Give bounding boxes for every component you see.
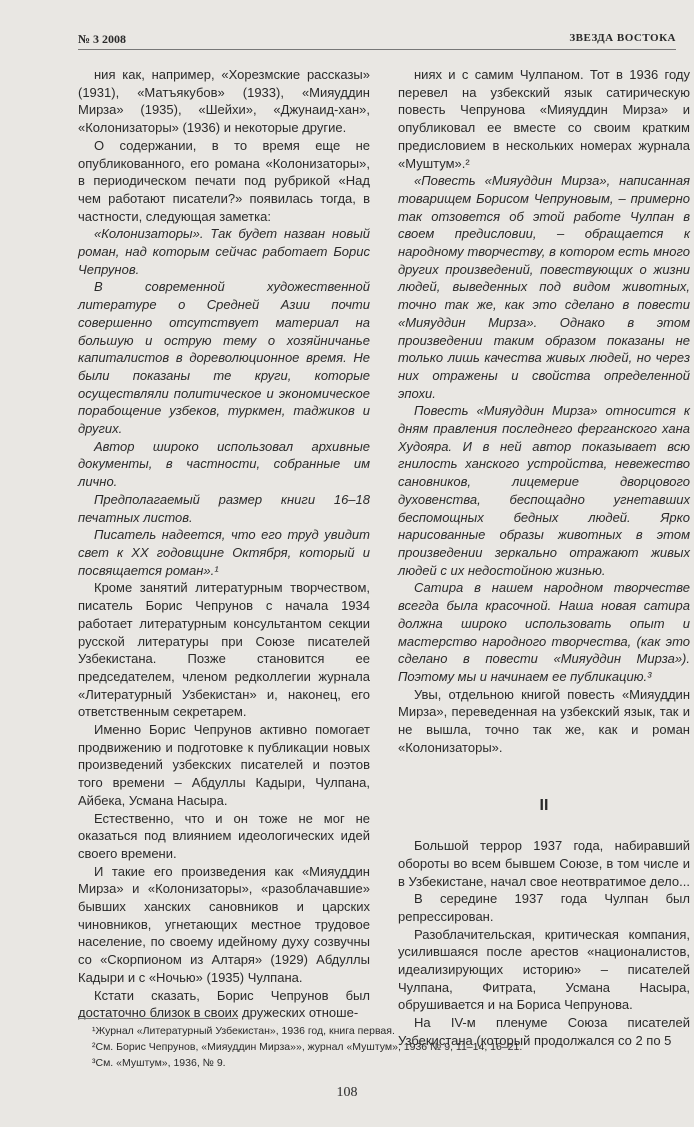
paragraph: О содержании, в то время еще не опубликованного, его романа «Колонизаторы», в периодическом печати под рубрикой «Над чем работают писатели?» появилась тогда, в частности, следующая заметка: [78,137,370,224]
paragraph: Писатель надеется, что его труд увидит свет к XX годовщине Октября, который и посвящается роман».¹ [78,527,370,578]
footnote: ³См. «Муштум», 1936, № 9. [92,1057,226,1069]
paragraph: В современной художественной литературе о Средней Азии почти совершенно отсутствует материал на большую и острую тему о хозяйничанье капиталистов в дореволюционное время. Не были показаны те круги, которые осуществляли политическое и экономическое порабощение узбеков, туркмен, таджиков и других. [78,279,370,437]
paragraph: «Колонизаторы». Так будет назван новый роман, над которым сейчас работает Борис Чепрунов. [78,226,370,277]
paragraph: Именно Борис Чепрунов активно помогает продвижению и подготовке к публикации новых произведений узбекских писателей и поэтов того времени – Абдуллы Кадыри, Чулпана, Айбека, Усмана Насыра. [78,722,370,808]
right-column [398,66,690,1050]
paragraph: Естественно, что и он тоже не мог не оказаться под влиянием идеологических идей своего времени. [78,810,370,861]
paragraph: ния как, например, «Хорезмские рассказы» (1931), «Матъякубов» (1933), «Мияуддин Мирза» (1935), «Шейхи», «Джунаид-хан», «Колонизаторы» (1936) и некоторые другие. [78,67,370,136]
section-number: II [539,797,549,815]
paragraph: Разоблачительская, критическая компания, усилившаяся после арестов «националистов, идеализирующих историю» – писателей Чулпана, Фитрата, Усмана Насыра, обрушивается и на Бориса Чепрунова. [398,926,690,1013]
right-column-top [398,66,690,756]
paragraph: На IV-м пленуме Союза писателей Узбекистана (который продолжался со 2 по 5 [398,1015,690,1048]
paragraph: Кстати сказать, Борис Чепрунов был достаточно близок в своих дружеских отноше- [78,987,370,1021]
paragraph: Повесть «Мияуддин Мирза» относится к дням правления последнего ферганского хана Худояра. И в ней автор показывает всю гнилость ханского устройства, невежество сановников, лицемерие дворцового духовенства, беспощадно угнетавших беспомощных бедных людей. Ярко нарисованные образы животных в этом произведении зеркально отражают живых людей с их недостойною жизнью. [398,403,690,578]
paragraph: И такие его произведения как «Мияуддин Мирза» и «Колонизаторы», «разоблачавшие» бывших ханских сановников и царских чиновников, угнетающих местное трудовое население, по своему идейному духу созвучны со «Скорпионом из Алтаря» (1929) Абдуллы Кадыри и с «Ночью» (1935) Чулпана. [78,863,370,985]
paragraph: Предполагаемый размер книги 16–18 печатных листов. [78,491,370,525]
footnote: ¹Журнал «Литературный Узбекистан», 1936 год, книга первая. [92,1025,395,1037]
issue-number: № 3 2008 [78,32,127,46]
paragraph: «Повесть «Мияуддин Мирза», написанная товарищем Борисом Чепруновым, – примерно так отзовется об этой работе Чулпан в своем предисловии, – обращается к народному творчеству, в котором есть много других произведений, повествующих о жизни людей, выведенных под видом животных, точно так же, как это сделано в повести «Мияуддин Мирза». Однако в этом произведении таким образом показаны не только лишь качества живых людей, но через них отражены и свойства определенной эпохи. [398,173,690,401]
footnote: ²См. Борис Чепрунов, «Мияуддин Мирза»», журнал «Муштум», 1936 № 9, 11–14, 16–21. [92,1041,523,1053]
paragraph: В середине 1937 года Чулпан был репрессирован. [398,891,690,924]
journal-title: ЗВЕЗДА ВОСТОКА [569,32,676,44]
footnote-rule [78,1018,238,1019]
running-header [78,32,676,50]
paragraph: Кроме занятий литературным творчеством, писатель Борис Чепрунов с начала 1934 работает литературным консультантом секции русской литературы при Союзе писателей Узбекистана. Позже становится ее председателем, членом редколлегии журнала «Литературный Узбекистан» и, наконец, его ответственным секретарем. [78,580,370,720]
paragraph: Большой террор 1937 года, набиравший обороты во всем бывшем Союзе, в том числе и в Узбекистане, начал свое неотвратимое дело... [398,838,690,889]
paragraph: ниях и с самим Чулпаном. Тот в 1936 году перевел на узбекский язык сатирическую повесть Чепрунова «Мияуддин Мирза» и опубликовал ее вместе со своим кратким предисловием в нескольких номерах журнала «Муштум».² [398,67,690,171]
paragraph: Сатира в нашем народном творчестве всегда была красочной. Наша новая сатира должна широко использовать опыт и мастерство народного творчества, (как это сделано в повести «Мияуддин Мирза»). Поэтому мы и начинаем ее публикацию.³ [398,580,690,684]
footnotes [78,1023,678,1071]
paragraph: Автор широко использовал архивные документы, в частности, собранные им лично. [78,438,370,490]
header-rule [78,49,676,50]
paragraph: Увы, отдельною книгой повесть «Мияуддин Мирза», переведенная на узбекский язык, так и не вышла, точно так же, как и роман «Колонизаторы». [398,686,690,755]
page-number: 108 [336,1085,358,1100]
right-column-bottom [398,837,690,1049]
left-column [78,66,370,1022]
